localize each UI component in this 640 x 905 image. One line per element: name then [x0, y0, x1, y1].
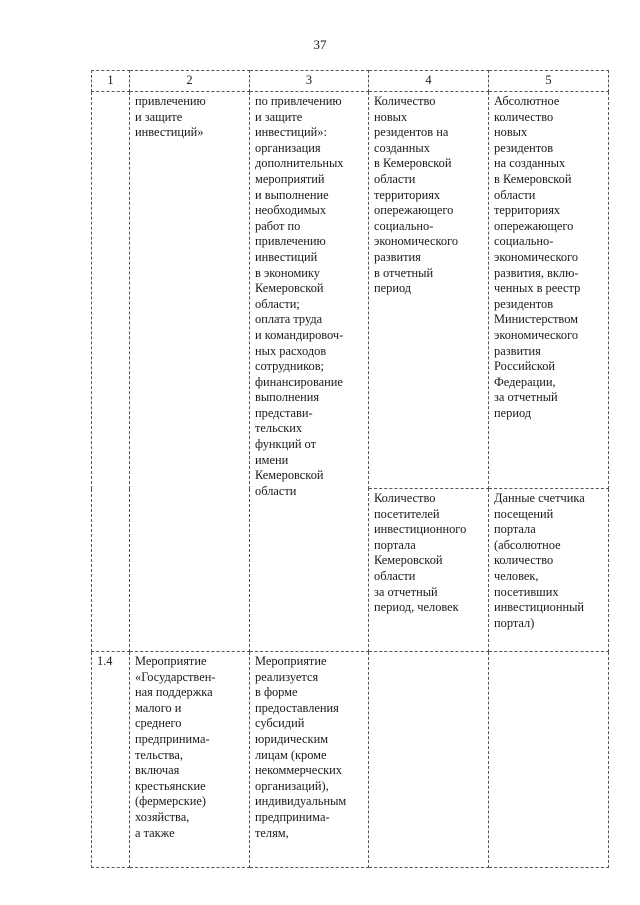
table-row: [92, 92, 609, 489]
measure-description-cell: Мероприятие реализуется в форме предоставления субсидий юридическим лицам (кроме некоммерческих организаций), индивидуальным предпринима- телям,: [250, 652, 369, 868]
indicator-method-cell: [489, 652, 609, 868]
indicator-method-cell: Данные счетчика посещений портала (абсолютное количество человек, посетивших инвестиционный портал): [489, 489, 609, 652]
measure-name-cell: привлечению и защите инвестиций»: [130, 92, 250, 652]
indicator-name-cell: [369, 652, 489, 868]
measure-description-cell: по привлечению и защите инвестиций»: организация дополнительных мероприятий и выполнение необходимых работ по привлечению инвестиций в экономику Кемеровской области; оплата труда и командировоч- ных расходов сотрудников; финансирование выполнения представи- тельских функций от имени Кемеровской области: [250, 92, 369, 652]
header-cell-5: 5: [489, 71, 609, 92]
page-number: 37: [313, 37, 327, 52]
indicator-method-cell: Абсолютное количество новых резидентов на созданных в Кемеровской области территориях опережающего социально- экономического развития, вклю- ченных в реестр резидентов Министерством экономического развития Российской Федерации, за отчетный период: [489, 92, 609, 489]
indicators-table: [91, 70, 609, 868]
table-row: [92, 652, 609, 868]
row-number-cell: [92, 92, 130, 652]
header-cell-2: 2: [130, 71, 250, 92]
header-cell-1: 1: [92, 71, 130, 92]
row-number-cell: 1.4: [92, 652, 130, 868]
header-cell-4: 4: [369, 71, 489, 92]
indicator-name-cell: Количество новых резидентов на созданных в Кемеровской области территориях опережающего социально- экономического развития в отчетный период: [369, 92, 489, 489]
header-cell-3: 3: [250, 71, 369, 92]
measure-name-cell: Мероприятие «Государствен- ная поддержка малого и среднего предпринима- тельства, включая крестьянские (фермерские) хозяйства, а также: [130, 652, 250, 868]
table-header-row: [92, 71, 609, 92]
indicator-name-cell: Количество посетителей инвестиционного портала Кемеровской области за отчетный период, человек: [369, 489, 489, 652]
